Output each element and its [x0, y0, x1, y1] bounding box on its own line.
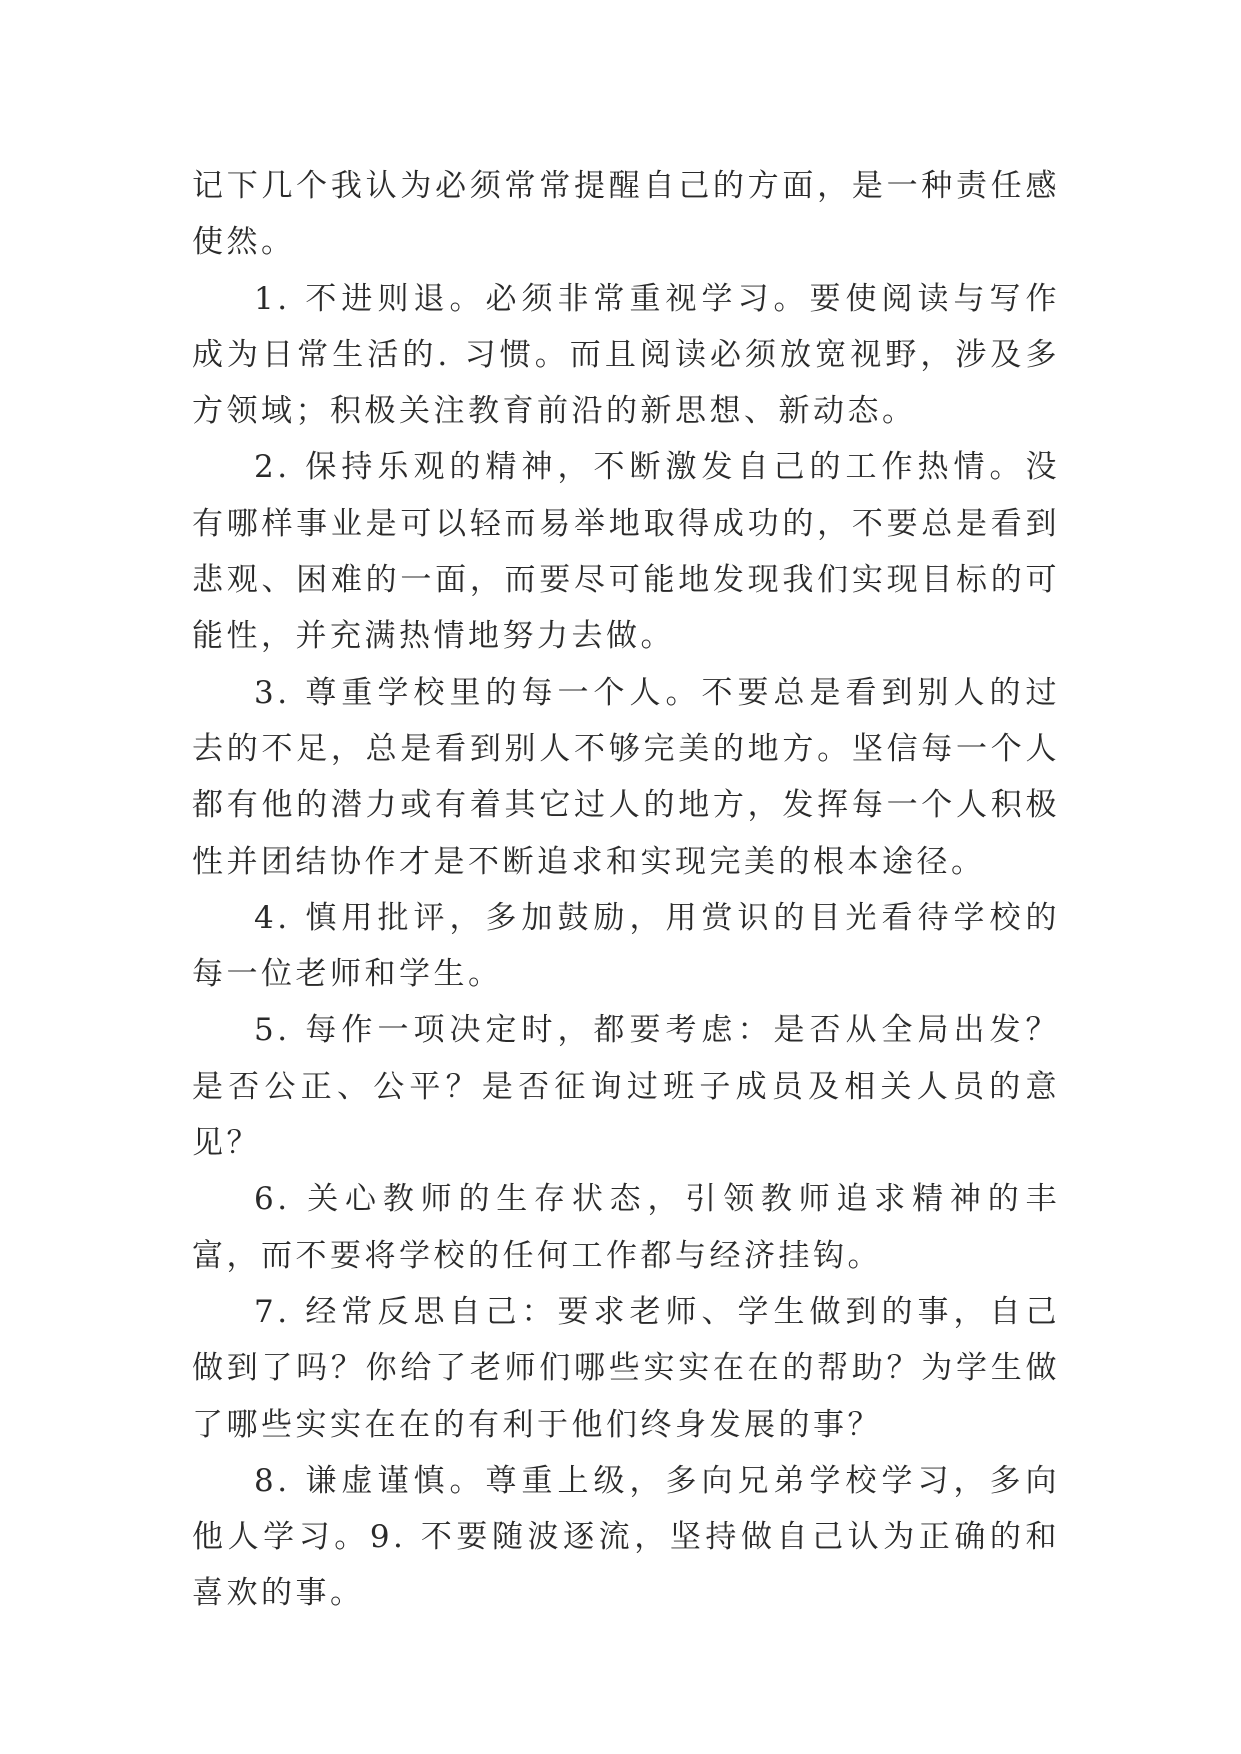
paragraph-item-2: 2. 保持乐观的精神，不断激发自己的工作热情。没有哪样事业是可以轻而易举地取得成功的，不要总是看到悲观、困难的一面，而要尽可能地发现我们实现目标的可能性，并充满热情地努力去做。 [192, 449, 1060, 655]
paragraph-item-5: 5. 每作一项决定时，都要考虑：是否从全局出发？是否公正、公平？是否征询过班子成员及相关人员的意见？ [192, 1012, 1060, 1162]
paragraph-intro: 记下几个我认为必须常常提醒自己的方面，是一种责任感使然。 [192, 168, 1060, 261]
paragraph-item-3: 3. 尊重学校里的每一个人。不要总是看到别人的过去的不足，总是看到别人不够完美的地方。坚信每一个人都有他的潜力或有着其它过人的地方，发挥每一个人积极性并团结协作才是不断追求和实现完美的根本途径。 [192, 674, 1060, 880]
paragraph-item-1: 1. 不进则退。必须非常重视学习。要使阅读与写作成为日常生活的. 习惯。而且阅读必须放宽视野，涉及多方领域；积极关注教育前沿的新思想、新动态。 [192, 280, 1060, 430]
paragraph-item-4: 4. 慎用批评，多加鼓励，用赏识的目光看待学校的每一位老师和学生。 [192, 899, 1060, 993]
paragraph-item-8-9: 8. 谦虚谨慎。尊重上级，多向兄弟学校学习，多向他人学习。9. 不要随波逐流，坚持做自己认为正确的和喜欢的事。 [192, 1462, 1060, 1612]
paragraph-item-7: 7. 经常反思自己：要求老师、学生做到的事，自己做到了吗？你给了老师们哪些实实在在的帮助？为学生做了哪些实实在在的有利于他们终身发展的事？ [192, 1293, 1060, 1443]
paragraph-item-6: 6. 关心教师的生存状态，引领教师追求精神的丰富，而不要将学校的任何工作都与经济挂钩。 [192, 1181, 1060, 1274]
document-body [192, 158, 1060, 1622]
